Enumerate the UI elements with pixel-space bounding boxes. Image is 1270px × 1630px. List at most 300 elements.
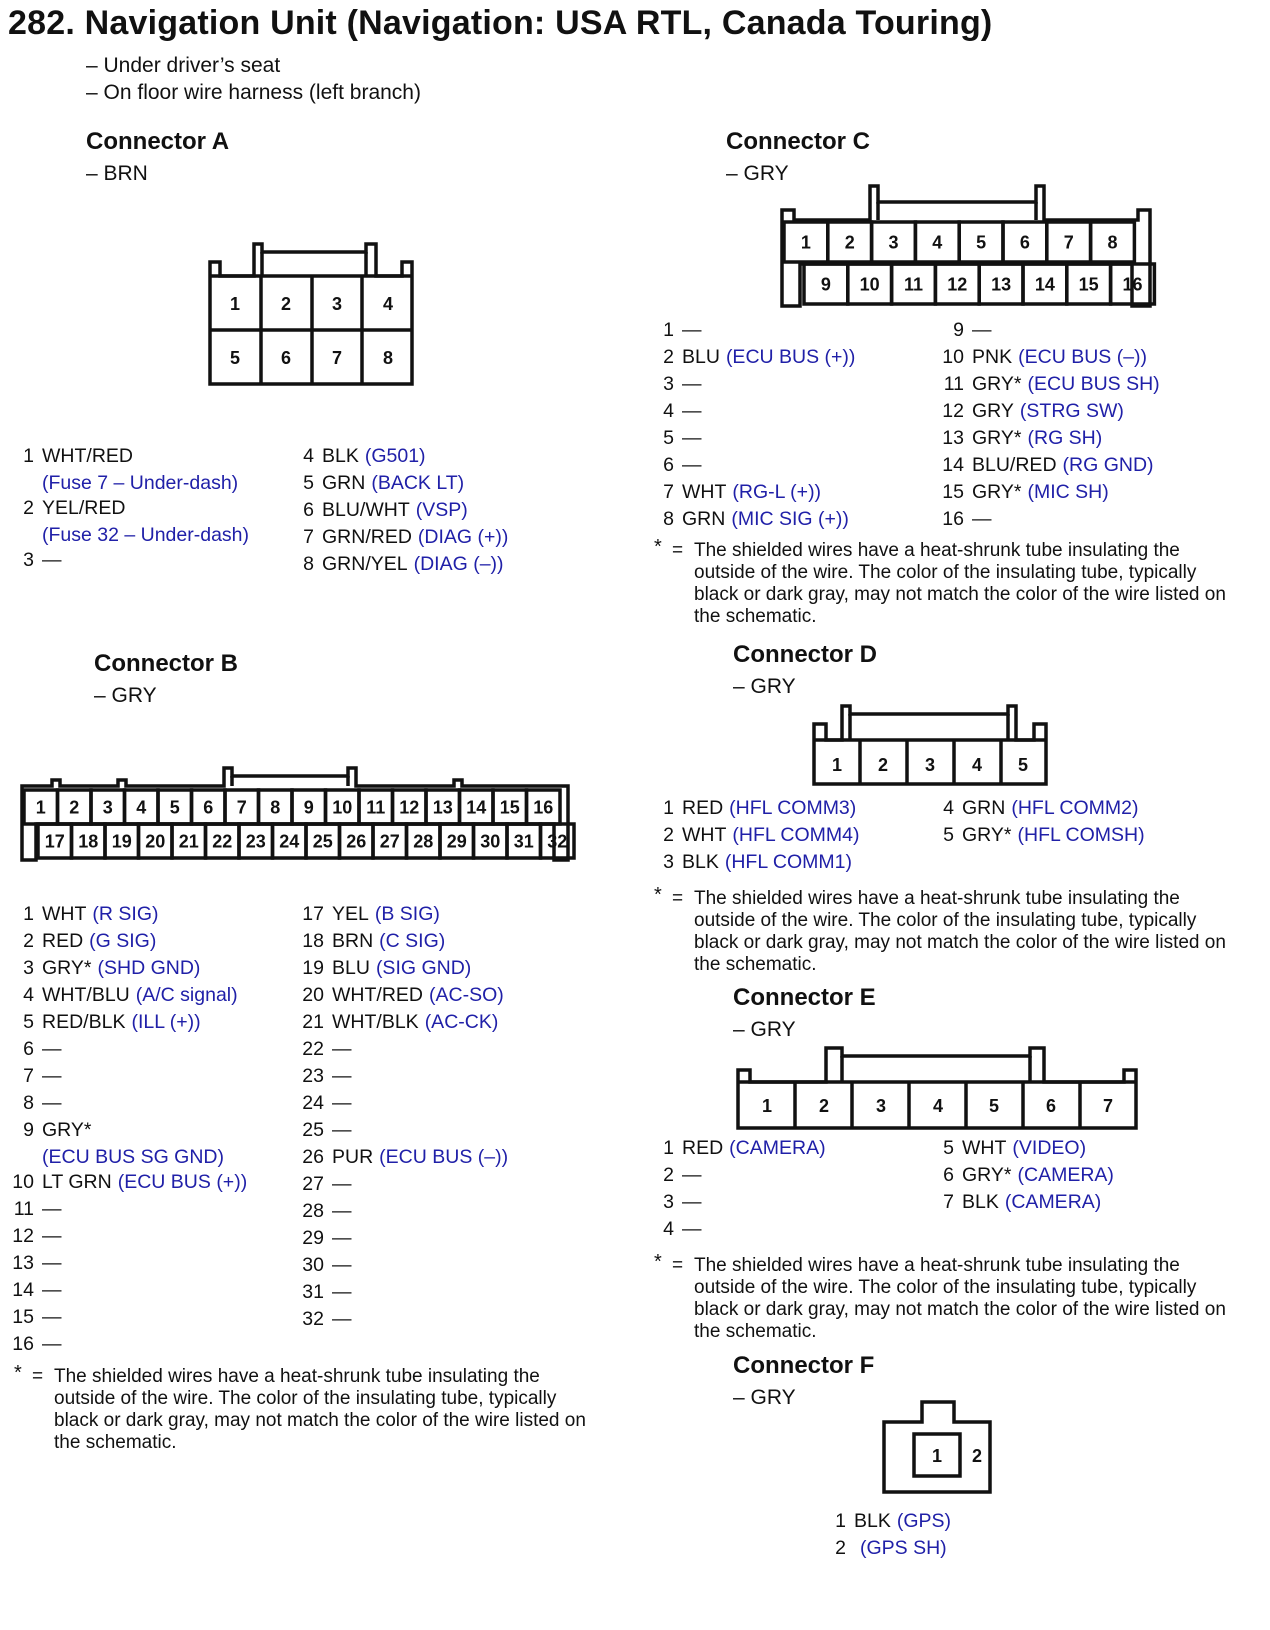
pin-number: 10 <box>12 1171 34 1193</box>
connector-b-cell: 8 <box>270 797 281 818</box>
pin-row <box>10 470 249 495</box>
pin-wire-color: GRY <box>972 400 1014 422</box>
connector-c-cell: 10 <box>859 274 880 295</box>
connector-a-title: Connector A <box>86 128 230 155</box>
pin-number: 3 <box>663 373 674 395</box>
connector-b-cell: 13 <box>432 797 453 818</box>
pin-function: (DIAG (+)) <box>417 526 509 548</box>
pin-wire-color: GRY* <box>42 1119 92 1141</box>
pin-number: 8 <box>663 508 674 530</box>
pin-row <box>10 522 249 547</box>
location-item: – On floor wire harness (left branch) <box>86 81 421 104</box>
pin-function: (MIC SH) <box>1027 481 1109 503</box>
pin-wire-color: RED/BLK <box>42 1011 126 1033</box>
pin-wire-color: BLK <box>962 1191 999 1213</box>
pin-row <box>940 317 1160 344</box>
note-equals: = <box>672 888 684 909</box>
pin-wire-color: GRN/YEL <box>322 553 408 575</box>
pin-row <box>300 928 508 955</box>
pin-number: 3 <box>663 1191 674 1213</box>
pin-wire-color: WHT <box>682 481 727 503</box>
pin-number: 24 <box>302 1092 324 1114</box>
connector-a-pins-col2 <box>300 443 508 578</box>
pin-number: 9 <box>953 319 964 341</box>
connector-b-cell: 9 <box>303 797 314 818</box>
connector-e-diagram <box>732 1040 1146 1132</box>
pin-number: 28 <box>302 1200 324 1222</box>
note-text: The shielded wires have a heat-shrunk tube insulating the outside of the wire. The color of the insulating tube, typically black or dark gray, may not match the color of the wire listed on the schematic. <box>694 888 1226 975</box>
pin-row <box>300 1117 508 1144</box>
pin-row <box>10 1036 247 1063</box>
note-equals: = <box>672 540 684 561</box>
connector-a-cell: 1 <box>229 294 241 314</box>
pin-function: (Fuse 32 – Under-dash) <box>42 524 250 546</box>
pin-function: (GPS) <box>896 1510 952 1532</box>
pin-row <box>300 955 508 982</box>
pin-row <box>10 955 247 982</box>
connector-b-color: – GRY <box>94 684 157 707</box>
pin-row <box>10 1009 247 1036</box>
connector-f-diagram <box>876 1394 1002 1498</box>
connector-a-color: – BRN <box>86 162 148 185</box>
connector-c-cell: 16 <box>1122 274 1143 295</box>
pin-number: 5 <box>943 1137 954 1159</box>
pin-number: 31 <box>302 1281 324 1303</box>
pin-function: (STRG SW) <box>1019 400 1124 422</box>
connector-b-cell: 32 <box>547 831 568 852</box>
connector-a-cell: 7 <box>331 348 343 368</box>
pin-wire-color: — <box>42 1038 62 1060</box>
pin-wire-color: — <box>332 1200 352 1222</box>
connector-f-cell: 2 <box>971 1446 983 1466</box>
connector-c-title: Connector C <box>726 128 870 155</box>
connector-a-cell: 3 <box>331 294 343 314</box>
connector-a-cell: 5 <box>229 348 241 368</box>
page-title: 282. Navigation Unit (Navigation: USA RTL, Canada Touring) <box>8 4 993 42</box>
pin-function: (C SIG) <box>379 930 446 952</box>
connector-e-cell: 7 <box>1102 1096 1114 1116</box>
pin-wire-color: GRY* <box>972 481 1022 503</box>
pin-row <box>300 1090 508 1117</box>
pin-row <box>940 398 1160 425</box>
pin-function: (CAMERA) <box>1017 1164 1114 1186</box>
pin-wire-color: — <box>42 1306 62 1328</box>
pin-wire-color: — <box>682 319 702 341</box>
pin-row <box>300 1036 508 1063</box>
connector-d-note <box>654 884 1254 978</box>
connector-a-pins-col1 <box>10 443 249 574</box>
connector-b-cell: 7 <box>236 797 247 818</box>
pin-function: (HFL COMM1) <box>724 851 852 873</box>
pin-function: (G SIG) <box>89 930 157 952</box>
pin-row <box>10 443 249 470</box>
connector-e-cell: 2 <box>818 1096 830 1116</box>
pin-wire-color: — <box>682 1218 702 1240</box>
pin-row <box>940 1162 1114 1189</box>
pin-wire-color: GRN/RED <box>322 526 412 548</box>
pin-number: 3 <box>23 549 34 571</box>
pin-number: 27 <box>302 1173 324 1195</box>
pin-wire-color: GRY* <box>972 373 1022 395</box>
pin-function: (ECU BUS SG GND) <box>42 1146 225 1168</box>
pin-row <box>10 1090 247 1117</box>
pin-number: 4 <box>943 797 954 819</box>
connector-c-cell: 7 <box>1063 232 1074 253</box>
pin-wire-color: WHT <box>962 1137 1007 1159</box>
pin-row <box>650 344 855 371</box>
note-asterisk: * <box>654 884 662 906</box>
location-item: – Under driver’s seat <box>86 54 281 77</box>
pin-number: 4 <box>23 984 34 1006</box>
pin-row <box>650 317 855 344</box>
pin-wire-color: YEL <box>332 903 369 925</box>
pin-number: 2 <box>663 824 674 846</box>
connector-b-cell: 27 <box>379 831 400 852</box>
pin-wire-color: — <box>42 1092 62 1114</box>
connector-b-cell: 26 <box>346 831 367 852</box>
pin-function: (HFL COMSH) <box>1017 824 1145 846</box>
pin-wire-color: WHT/BLU <box>42 984 130 1006</box>
connector-b-cell: 24 <box>279 831 300 852</box>
pin-wire-color: — <box>682 373 702 395</box>
pin-row <box>10 1277 247 1304</box>
connector-e-cell: 6 <box>1045 1096 1057 1116</box>
pin-wire-color: GRY* <box>42 957 92 979</box>
pin-function: (AC-CK) <box>424 1011 499 1033</box>
connector-d-title: Connector D <box>733 641 877 668</box>
pin-function: (VIDEO) <box>1012 1137 1087 1159</box>
pin-row <box>300 470 508 497</box>
pin-row <box>10 1117 247 1144</box>
pin-number: 6 <box>23 1038 34 1060</box>
pin-row <box>650 398 855 425</box>
pin-wire-color: RED <box>682 1137 724 1159</box>
connector-c-pins-col2 <box>940 317 1160 533</box>
pin-row <box>300 1144 508 1171</box>
pin-function: (VSP) <box>415 499 468 521</box>
pin-wire-color: — <box>332 1227 352 1249</box>
pin-function: (HFL COMM2) <box>1011 797 1139 819</box>
pin-number: 1 <box>663 319 674 341</box>
connector-f-title: Connector F <box>733 1352 875 1379</box>
connector-b-cell: 17 <box>44 831 65 852</box>
connector-b-cell: 29 <box>446 831 467 852</box>
pin-function: (BACK LT) <box>371 472 465 494</box>
pin-function: (AC-SO) <box>429 984 504 1006</box>
connector-a-cell: 6 <box>280 348 292 368</box>
pin-row <box>650 849 860 876</box>
pin-number: 7 <box>943 1191 954 1213</box>
pin-number: 2 <box>663 346 674 368</box>
connector-b-title: Connector B <box>94 650 238 677</box>
pin-row <box>940 1189 1114 1216</box>
connector-c-cell: 5 <box>976 232 987 253</box>
connector-d-cell: 5 <box>1017 755 1029 775</box>
note-asterisk: * <box>654 536 662 558</box>
pin-number: 19 <box>302 957 324 979</box>
pin-wire-color: GRN <box>322 472 366 494</box>
pin-number: 2 <box>23 497 34 519</box>
pin-row <box>300 1279 508 1306</box>
connector-b-cell: 23 <box>245 831 266 852</box>
pin-function: (A/C signal) <box>135 984 238 1006</box>
pin-function: (G501) <box>364 445 426 467</box>
pin-wire-color: — <box>332 1092 352 1114</box>
pin-wire-color: — <box>332 1119 352 1141</box>
pin-number: 12 <box>12 1225 34 1247</box>
connector-d-cell: 3 <box>924 755 936 775</box>
pin-wire-color: WHT/BLK <box>332 1011 419 1033</box>
pin-number <box>10 522 34 547</box>
pin-row <box>300 1252 508 1279</box>
pin-row <box>940 479 1160 506</box>
connector-e-cell: 4 <box>932 1096 944 1116</box>
connector-d-pins-col2 <box>940 795 1145 849</box>
connector-a-cell: 4 <box>382 294 394 314</box>
pin-wire-color: — <box>42 549 62 571</box>
connector-b-cell: 16 <box>533 797 554 818</box>
pin-wire-color: LT GRN <box>42 1171 112 1193</box>
pin-number: 16 <box>942 508 964 530</box>
pin-number: 5 <box>663 427 674 449</box>
connector-c-cell: 4 <box>932 232 943 253</box>
pin-number: 7 <box>303 526 314 548</box>
connector-e-cell: 5 <box>988 1096 1000 1116</box>
pin-wire-color: — <box>332 1254 352 1276</box>
pin-row <box>10 1169 247 1196</box>
connector-c-color: – GRY <box>726 162 789 185</box>
connector-b-cell: 1 <box>35 797 46 818</box>
pin-row <box>10 495 249 522</box>
connector-e-cell: 1 <box>761 1096 773 1116</box>
connector-e-note <box>654 1251 1254 1345</box>
pin-number: 23 <box>302 1065 324 1087</box>
connector-c-cell: 8 <box>1107 232 1118 253</box>
connector-f-color: – GRY <box>733 1386 796 1409</box>
pin-number: 5 <box>303 472 314 494</box>
pin-number: 22 <box>302 1038 324 1060</box>
pin-function: (B SIG) <box>374 903 440 925</box>
pin-row <box>300 551 508 578</box>
connector-b-pins-col2 <box>300 901 508 1333</box>
connector-f-pins <box>822 1508 951 1562</box>
pin-wire-color: RED <box>682 797 724 819</box>
pin-number: 14 <box>12 1279 34 1301</box>
note-equals: = <box>32 1366 44 1387</box>
connector-b-cell: 20 <box>145 831 166 852</box>
pin-number: 10 <box>942 346 964 368</box>
connector-c-cell: 15 <box>1078 274 1099 295</box>
pin-number: 3 <box>23 957 34 979</box>
pin-row <box>650 371 855 398</box>
pin-wire-color: GRY* <box>962 1164 1012 1186</box>
pin-function: (RG SH) <box>1027 427 1103 449</box>
pin-row <box>822 1508 951 1535</box>
pin-function: (SIG GND) <box>375 957 472 979</box>
connector-a-cell: 8 <box>382 348 394 368</box>
pin-row <box>10 1331 247 1358</box>
connector-c-cell: 3 <box>888 232 899 253</box>
pin-number: 1 <box>23 903 34 925</box>
pin-row <box>650 822 860 849</box>
pin-row <box>300 497 508 524</box>
pin-row <box>650 506 855 533</box>
pin-wire-color: BLK <box>682 851 719 873</box>
connector-c-note <box>654 536 1254 630</box>
connector-d-cell: 1 <box>831 755 843 775</box>
pin-wire-color: — <box>972 319 992 341</box>
pin-wire-color: — <box>332 1065 352 1087</box>
connector-b-cell: 22 <box>212 831 233 852</box>
pin-number: 11 <box>13 1198 34 1220</box>
pin-row <box>650 1162 826 1189</box>
pin-function: (MIC SIG (+)) <box>731 508 849 530</box>
pin-number: 7 <box>23 1065 34 1087</box>
connector-b-cell: 2 <box>69 797 80 818</box>
connector-f-cell: 1 <box>931 1446 943 1466</box>
pin-row <box>300 524 508 551</box>
connector-b-cell: 30 <box>480 831 501 852</box>
pin-function: (R SIG) <box>92 903 159 925</box>
pin-number <box>10 1144 34 1169</box>
pin-number: 9 <box>23 1119 34 1141</box>
connector-b-cell: 28 <box>413 831 434 852</box>
pin-number: 7 <box>663 481 674 503</box>
pin-wire-color: — <box>332 1308 352 1330</box>
pin-row <box>300 901 508 928</box>
pin-wire-color: WHT <box>682 824 727 846</box>
pin-number: 5 <box>23 1011 34 1033</box>
connector-b-note <box>14 1362 594 1456</box>
pin-function: (CAMERA) <box>729 1137 826 1159</box>
pin-row <box>940 1135 1114 1162</box>
pin-number: 13 <box>12 1252 34 1274</box>
pin-wire-color: — <box>682 1164 702 1186</box>
pin-wire-color: — <box>972 508 992 530</box>
pin-number: 4 <box>303 445 314 467</box>
pin-row <box>10 547 249 574</box>
pin-function: (HFL COMM4) <box>732 824 860 846</box>
pin-wire-color: GRN <box>682 508 726 530</box>
connector-e-color: – GRY <box>733 1018 796 1041</box>
connector-d-cell: 4 <box>971 755 983 775</box>
pin-number <box>10 470 34 495</box>
pin-row <box>300 1198 508 1225</box>
pin-function: (Fuse 7 – Under-dash) <box>42 472 239 494</box>
connector-b-cell: 15 <box>499 797 520 818</box>
pin-row <box>940 795 1145 822</box>
pin-number: 30 <box>302 1254 324 1276</box>
note-text: The shielded wires have a heat-shrunk tube insulating the outside of the wire. The color of the insulating tube, typically black or dark gray, may not match the color of the wire listed on the schematic. <box>694 540 1226 627</box>
pin-row <box>300 443 508 470</box>
pin-function: (ECU BUS (+)) <box>725 346 856 368</box>
connector-b-pins-col1 <box>10 901 247 1358</box>
pin-wire-color: YEL/RED <box>42 497 126 519</box>
pin-row <box>940 506 1160 533</box>
pin-number: 18 <box>302 930 324 952</box>
connector-b-diagram <box>14 762 594 872</box>
pin-wire-color: WHT/RED <box>42 445 133 467</box>
pin-wire-color: BLU <box>332 957 370 979</box>
pin-row <box>10 1304 247 1331</box>
pin-number: 6 <box>663 454 674 476</box>
pin-function: (ECU BUS (+)) <box>117 1171 248 1193</box>
pin-wire-color: BRN <box>332 930 374 952</box>
pin-number: 2 <box>835 1537 846 1559</box>
pin-row <box>650 795 860 822</box>
pin-function: (ECU BUS SH) <box>1027 373 1160 395</box>
pin-number: 14 <box>942 454 964 476</box>
pin-number: 1 <box>23 445 34 467</box>
pin-wire-color: BLU/WHT <box>322 499 410 521</box>
connector-b-cell: 21 <box>178 831 199 852</box>
pin-wire-color: BLU <box>682 346 720 368</box>
pin-number: 32 <box>302 1308 324 1330</box>
pin-number: 11 <box>943 373 964 395</box>
pin-wire-color: — <box>42 1065 62 1087</box>
location-list <box>86 52 421 106</box>
connector-e-pins-col1 <box>650 1135 826 1243</box>
pin-wire-color: — <box>42 1252 62 1274</box>
pin-row <box>10 1196 247 1223</box>
pin-wire-color: — <box>682 454 702 476</box>
pin-number: 15 <box>942 481 964 503</box>
connector-b-cell: 10 <box>332 797 353 818</box>
pin-wire-color: — <box>42 1279 62 1301</box>
pin-number: 8 <box>303 553 314 575</box>
note-asterisk: * <box>14 1362 22 1384</box>
pin-function: (RG-L (+)) <box>732 481 822 503</box>
connector-d-cell: 2 <box>877 755 889 775</box>
pin-wire-color: — <box>332 1038 352 1060</box>
pin-wire-color: GRY* <box>972 427 1022 449</box>
pin-number: 13 <box>942 427 964 449</box>
connector-b-cell: 19 <box>111 831 132 852</box>
pin-wire-color: GRY* <box>962 824 1012 846</box>
pin-row <box>10 1144 247 1169</box>
pin-wire-color: — <box>682 427 702 449</box>
pin-function: (ECU BUS (–)) <box>379 1146 509 1168</box>
pin-wire-color: — <box>332 1281 352 1303</box>
pin-number: 1 <box>663 797 674 819</box>
pin-wire-color: BLU/RED <box>972 454 1057 476</box>
pin-wire-color: WHT <box>42 903 87 925</box>
connector-c-cell: 14 <box>1034 274 1055 295</box>
pin-row <box>650 479 855 506</box>
pin-wire-color: — <box>332 1173 352 1195</box>
pin-wire-color: — <box>42 1198 62 1220</box>
pin-row <box>300 1306 508 1333</box>
connector-c-diagram <box>774 180 1168 312</box>
connector-b-cell: 6 <box>203 797 214 818</box>
pin-row <box>300 1063 508 1090</box>
connector-b-cell: 12 <box>399 797 420 818</box>
connector-b-cell: 18 <box>78 831 99 852</box>
pin-row <box>300 982 508 1009</box>
pin-number: 26 <box>302 1146 324 1168</box>
pin-wire-color: BLK <box>322 445 359 467</box>
pin-number: 8 <box>23 1092 34 1114</box>
pin-row <box>940 452 1160 479</box>
note-asterisk: * <box>654 1251 662 1273</box>
pin-wire-color: RED <box>42 930 84 952</box>
pin-row <box>300 1225 508 1252</box>
pin-row <box>10 1223 247 1250</box>
connector-d-diagram <box>808 700 1058 790</box>
pin-number: 21 <box>302 1011 324 1033</box>
pin-row <box>650 452 855 479</box>
connector-c-cell: 13 <box>991 274 1012 295</box>
